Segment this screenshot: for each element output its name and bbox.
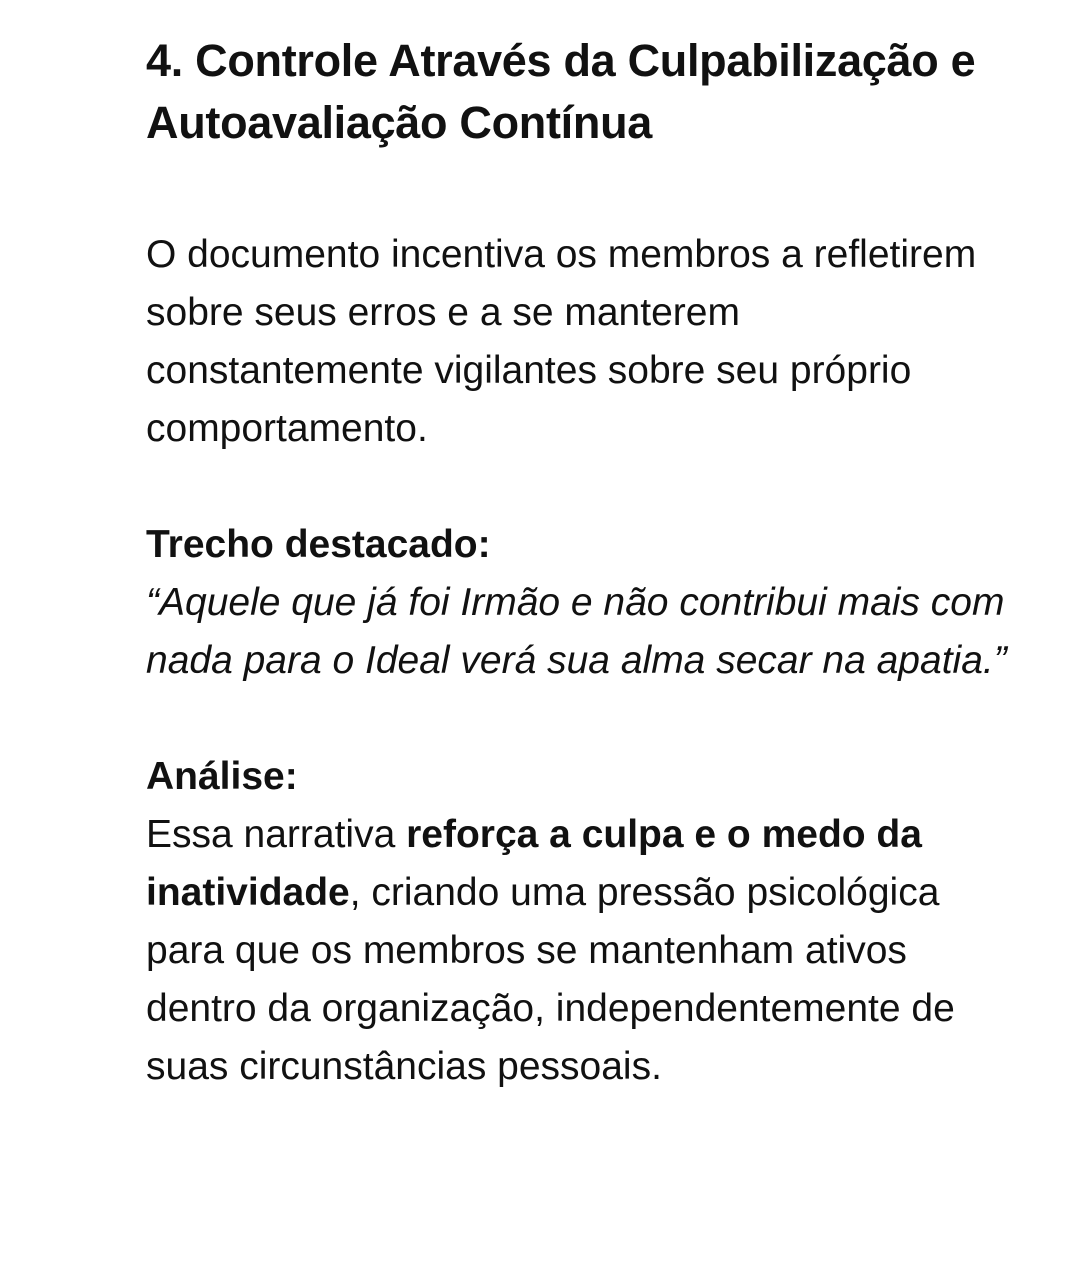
analysis-emphasis: reforça a culpa e o medo da inatividade bbox=[146, 813, 922, 914]
excerpt-block bbox=[146, 516, 1026, 690]
analysis-text-after: , criando uma pressão psicológica para que os membros se mantenham ativos dentro da organização, independentemente de suas circunstâncias pessoais. bbox=[146, 871, 955, 1088]
excerpt-quote: “Aquele que já foi Irmão e não contribui mais com nada para o Ideal verá sua alma secar na apatia.” bbox=[146, 581, 1007, 682]
analysis-block bbox=[146, 748, 1026, 1096]
section-heading: 4. Controle Através da Culpabilização e Autoavaliação Contínua bbox=[146, 35, 976, 148]
intro-paragraph: O documento incentiva os membros a refletirem sobre seus erros e a se manterem constantemente vigilantes sobre seu próprio comportamento. bbox=[146, 233, 977, 450]
excerpt-label: Trecho destacado: bbox=[146, 523, 491, 566]
article-content bbox=[146, 30, 1026, 1096]
analysis-label: Análise: bbox=[146, 755, 298, 798]
analysis-text-before: Essa narrativa bbox=[146, 813, 407, 856]
analysis-paragraph bbox=[146, 806, 1026, 1096]
